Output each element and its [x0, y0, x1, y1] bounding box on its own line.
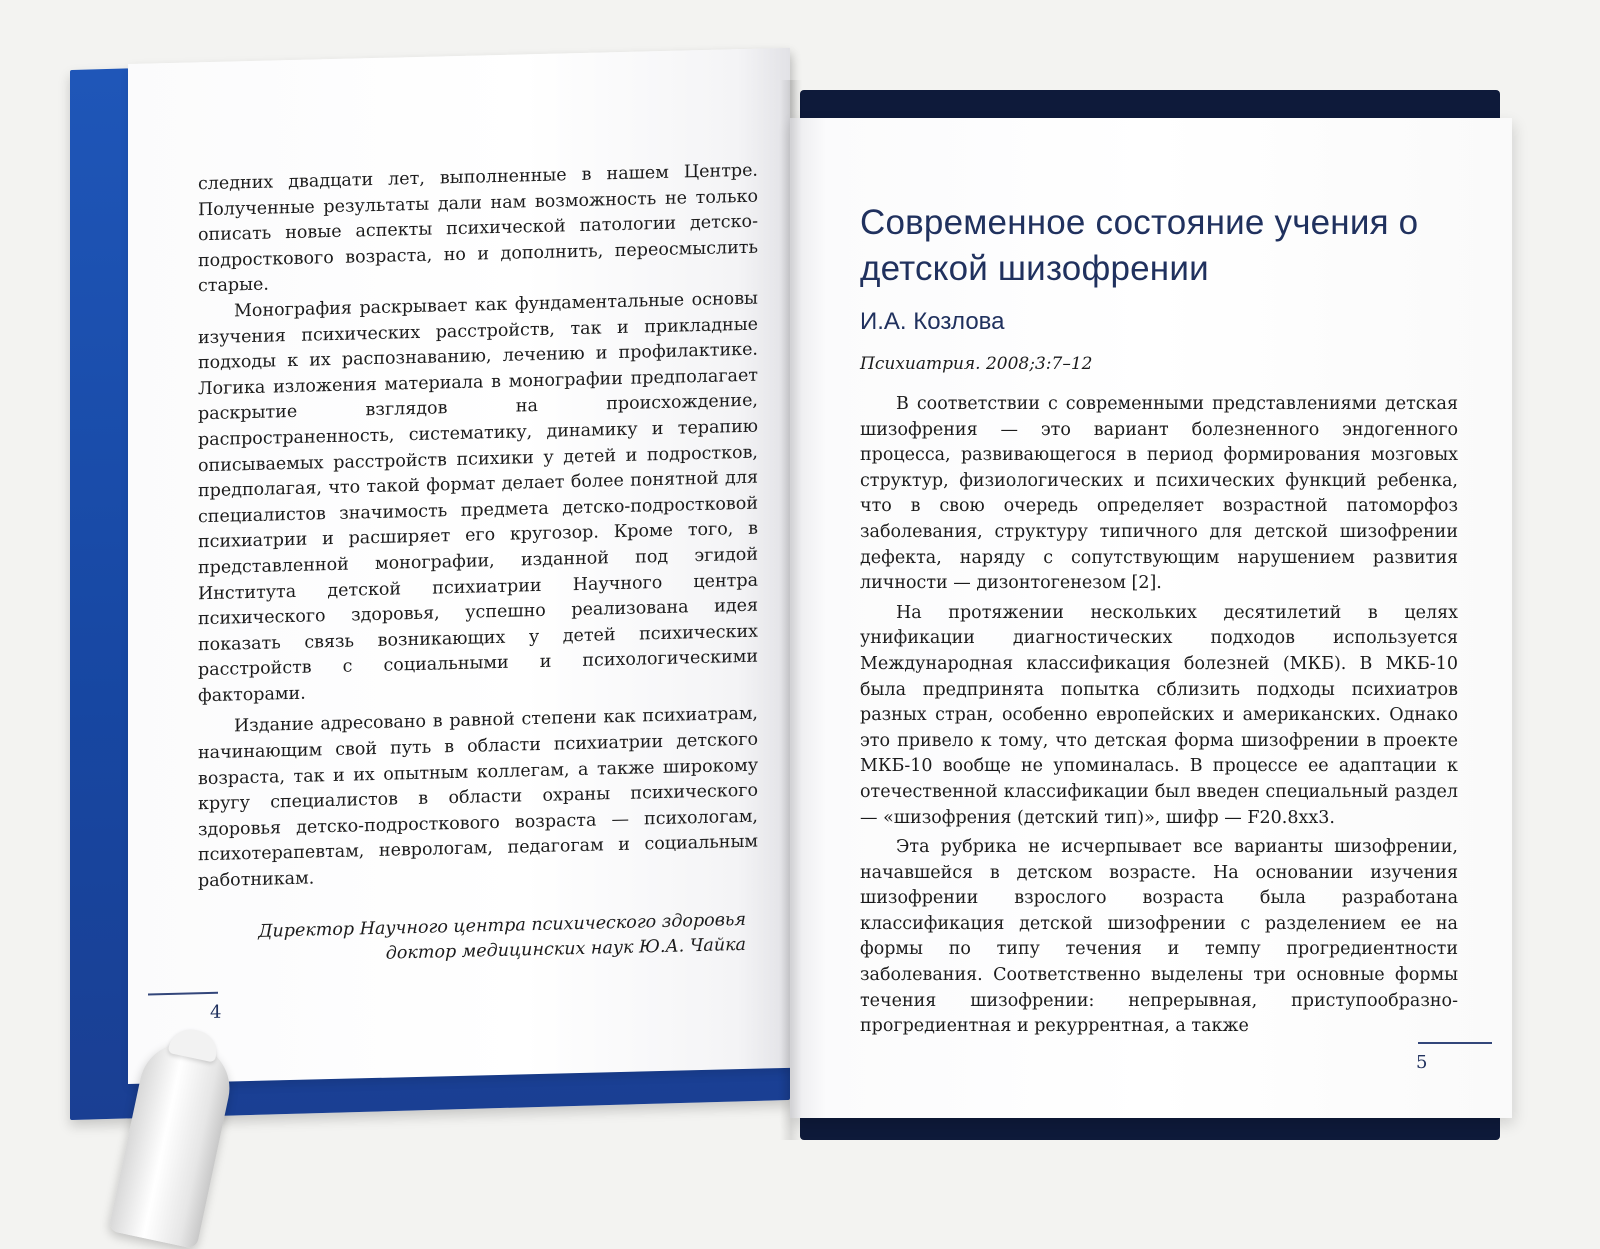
chapter-citation: Психиатрия. 2008;3:7–12 — [860, 354, 1093, 374]
left-page-text — [198, 159, 758, 971]
chapter-title: Современное состояние учения о детской шизофрении — [860, 203, 1419, 288]
chapter-author: И.А. Козлова — [860, 308, 1005, 335]
right-page — [790, 118, 1512, 1118]
left-paragraph-2: Монография раскрывает как фундаментальные основы изучения психических расстройств, так и прикладные подходы к их распознаванию, лечению и профилактике. Логика изложения материала в монографии предполагает раскрытие взглядов на происхождение, распространенность, систематику, динамику и терапию описываемых расстройств психики у детей и подростков, предполагая, что такой формат делает более понятной для специалистов значимость предмета детско-подростковой психиатрии и расширяет его кругозор. Кроме того, в представленной монографии, изданной под эгидой Института детской психиатрии Научного центра психического здоровья, успешно реализована идея показать связь возникающих у детей психических расстройств с социальными и психологическими факторами. — [198, 288, 758, 707]
right-page-text — [860, 200, 1458, 1040]
right-body — [860, 392, 1458, 1040]
right-paragraph-2: На протяжении нескольких десятилетий в целях унификации диагностических подходов используется Международная классификация болезней (МКБ). В МКБ-10 была предпринята попытка сблизить подходы психиатров разных стран, особенно европейских и американских. Однако это привело к тому, что детская форма шизофрении в проекте МКБ-10 вообще не упоминалась. В процессе ее адаптации к отечественной классификации был введен специальный раздел — «шизофрения (детский тип)», шифр — F20.8хх3. — [860, 602, 1458, 828]
book-gutter-shadow — [780, 80, 802, 1140]
right-page-number: 5 — [1416, 1052, 1428, 1073]
signature-title: Директор Научного центра психического здоровья — [258, 909, 746, 942]
left-paragraph-1: следних двадцати лет, выполненные в нашем Центре. Полученные результаты дали нам возможность не только описать новые аспекты психической патологии детско-подросткового возраста, но и дополнить, переосмыслить старые. — [198, 160, 758, 297]
left-paragraph-3: Издание адресовано в равной степени как психиатрам, начинающим свой путь в области психиатрии детского возраста, так и их опытным коллегам, а также широкому кругу специалистов в области охраны психического здоровья детско-подросткового возраста — психологам, психотерапевтам, неврологам, педагогам и социальным работникам. — [198, 704, 758, 892]
right-paragraph-3: Эта рубрика не исчерпывает все варианты шизофрении, начавшейся в детском возрасте. На основании изучения шизофрении взрослого возраста была разработана классификация детской шизофрении с разделением ее на формы по типу течения и темпу прогредиентности заболевания. Соответственно выделены три основные формы течения шизофрении: непрерывная, приступообразно-прогредиентная и рекуррентная, а также — [860, 837, 1458, 1037]
left-page-number: 4 — [210, 1001, 222, 1023]
signature-name: доктор медицинских наук Ю.А. Чайка — [385, 934, 746, 964]
left-page-rule — [148, 992, 218, 996]
left-page — [128, 48, 790, 1084]
right-paragraph-1: В соответствии с современными представлениями детская шизофрения — это вариант болезненного эндогенного процесса, развивающегося в период формирования мозговых структур, физиологических и психических функций ребенка, что в свою очередь определяет возрастной патоморфоз заболевания, структуру типичного для детской шизофрении дефекта, наряду с сопутствующим нарушением развития личности — дизонтогенезом [2]. — [860, 394, 1458, 594]
signature-block — [198, 907, 758, 971]
right-page-rule — [1418, 1042, 1492, 1044]
